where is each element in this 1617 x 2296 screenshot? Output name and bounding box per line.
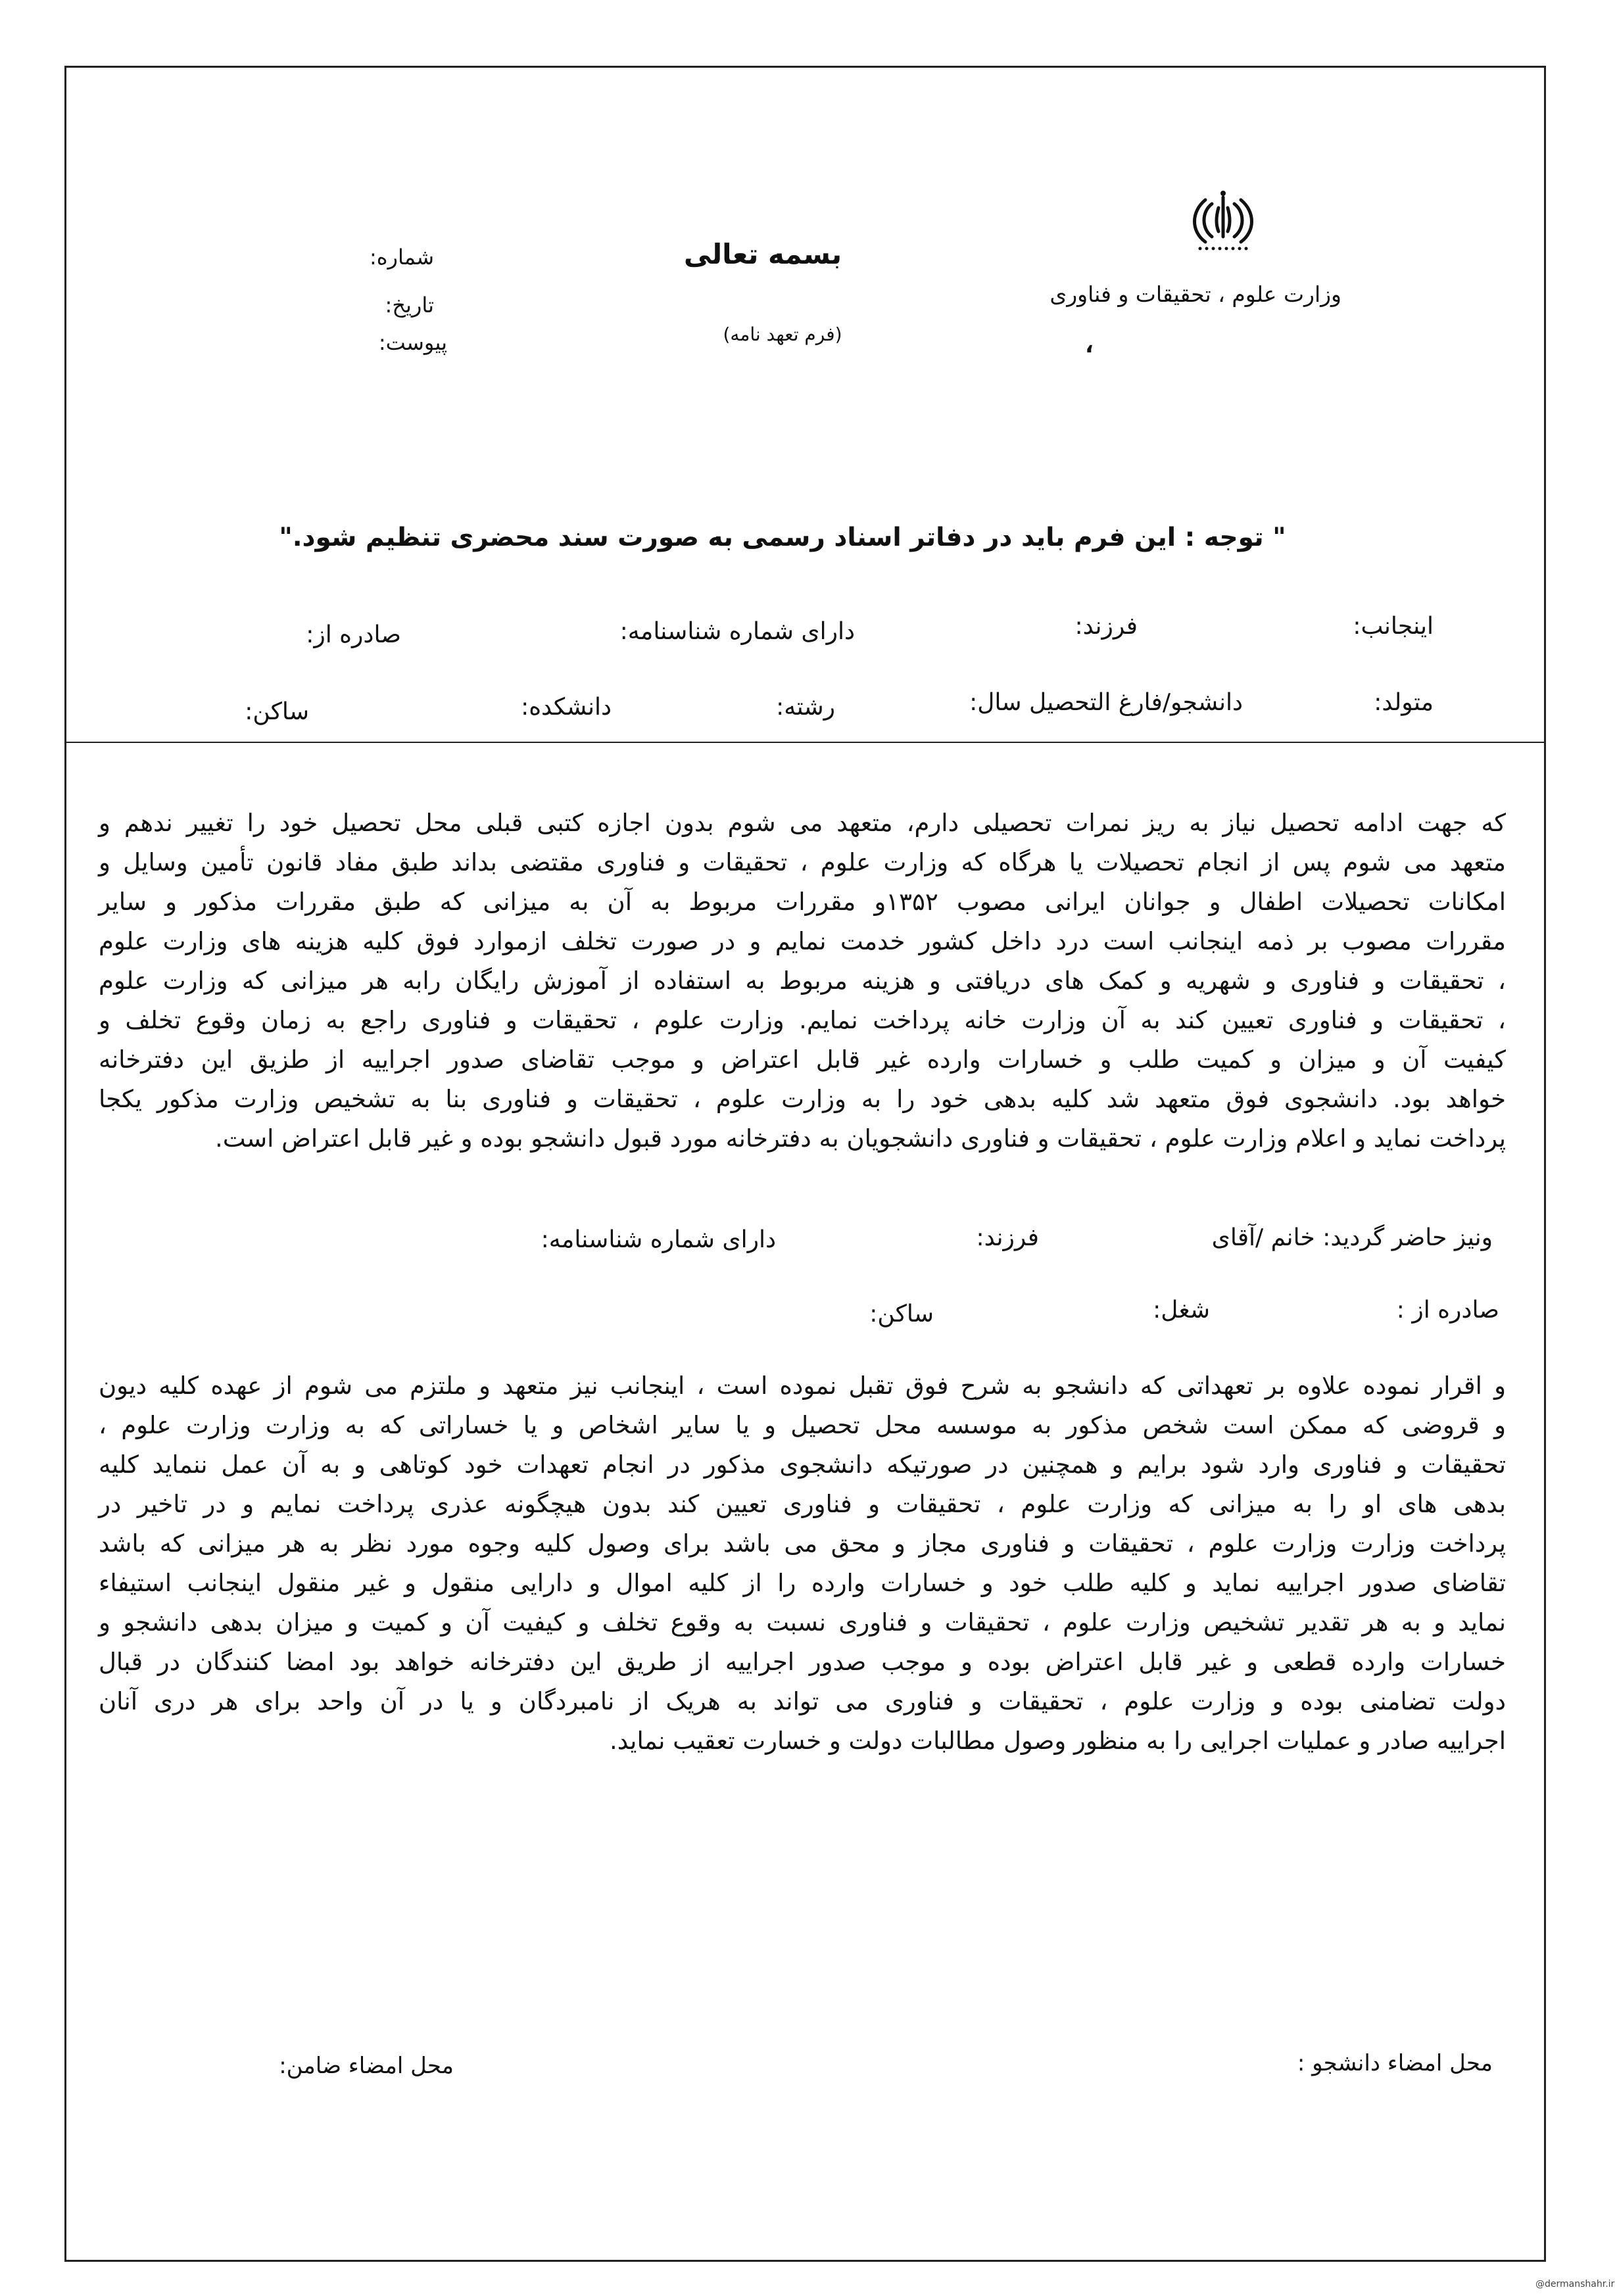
guarantor-present-label: ونیز حاضر گردید: خانم /آقای — [1211, 1224, 1493, 1251]
undersigned-label: اینجانب: — [1353, 613, 1434, 640]
attachment-label: پیوست: — [378, 330, 447, 355]
paragraph-line: نماید و به هر تقدیر تشخیص وزارت علوم ، تحقیقات و فناوری نسبت به وقوع تخلف و کیفیت آن و کمیت و میزان بدهی دانشجو و — [99, 1608, 1506, 1637]
major-label: رشته: — [776, 694, 835, 721]
paragraph-line: کیفیت آن و میزان و کمیت طلب و خسارات وارده غیر قابل اعتراض و موجب تقاضای صدور اجراییه از طزیق این دفترخانه — [99, 1045, 1506, 1074]
paragraph-line: که جهت ادامه تحصیل نیاز به ریز نمرات تحصیلی دارم، متعهد می شوم بدون اجازه کتبی قبلی محل تحصیل خود را تغییر ندهم و — [99, 809, 1506, 837]
student-signature-label: محل امضاء دانشجو : — [1297, 2050, 1493, 2076]
watermark-text: @dermanshahr.ir — [1535, 2279, 1615, 2289]
paragraph-line: تقاضای صدور اجراییه نماید و کلیه طلب خود و خسارات وارده را از کلیه اموال و دارایی منقول و غیر منقول اینجانب استیفاء — [99, 1569, 1506, 1597]
paragraph-line: متعهد می شوم پس از انجام تحصیلات یا هرگاه که وزارت علوم ، تحقیقات و فناوری مقتضی بداند طبق مفاد قانون تأمین وسایل و — [99, 848, 1506, 876]
section-divider — [64, 742, 1546, 743]
born-label: متولد: — [1374, 689, 1434, 716]
iran-emblem-icon — [1187, 185, 1259, 258]
paragraph-line: اجراییه صادر و عملیات اجرایی را به منظور وصول مطالبات دولت و خسارت تعقیب نماید. — [609, 1727, 1506, 1755]
paragraph-line: پرداخت وزارت وزارت علوم ، تحقیقات و فناوری مجاز و محق می باشد برای وصول کلیه وجوه مورد نظر به هر میزانی که باشد — [99, 1529, 1506, 1558]
notary-notice: " توجه : این فرم باید در دفاتر اسناد رسمی به صورت سند محضری تنظیم شود." — [279, 523, 1286, 552]
guarantor-job-label: شغل: — [1153, 1297, 1210, 1324]
commitment-paragraph — [99, 803, 1506, 1159]
guarantor-child-of-label: فرزند: — [976, 1224, 1039, 1251]
issued-from-label: صادره از: — [306, 621, 401, 648]
paragraph-line: بدهی های او را به میزانی که وزارت علوم ، تحقیقات و فناوری تعیین کند بدون هیچگونه عذری پرداخت نمایم و در تاخیر در — [99, 1490, 1506, 1518]
paragraph-line: دولت تضامنی بوده و وزارت علوم ، تحقیقات و فناوری می تواند به هریک از نامبردگان و یا در آن واحد برای هر دری آنان — [99, 1687, 1506, 1715]
faculty-label: دانشکده: — [521, 694, 612, 721]
page-border — [64, 66, 1546, 2262]
paragraph-line: تحقیقات و فناوری وارد شود برایم و همچنین در صورتیکه دانشجوی مذکور در انجام تعهدات خود کوتاهی و به آن عمل ننماید کلیه — [99, 1450, 1506, 1479]
paragraph-line: مقررات مصوب بر ذمه اینجانب است درد داخل کشور خدمت نمایم و در صورت تخلف ازموارد فوق کلیه هزینه های وزارت علوم — [99, 927, 1506, 955]
ministry-name: وزارت علوم ، تحقیقات و فناوری — [1050, 281, 1341, 307]
date-label: تاریخ: — [385, 293, 434, 318]
paragraph-line: خواهد بود. دانشجوی فوق متعهد شد کلیه بدهی خود را به وزارت علوم ، تحقیقات و فناوری بنا به تشخیص وزارت مذکور یکجا — [99, 1085, 1506, 1113]
paragraph-line: ، تحقیقات و فناوری تعیین کند به آن وزارت خانه پرداخت نمایم. وزارت علوم ، تحقیقات و فناوری راجع به زمان وقوع تخلف و — [99, 1006, 1506, 1034]
form-name: (فرم تعهد نامه) — [723, 323, 842, 345]
basmala-heading: بسمه تعالی — [683, 238, 842, 270]
id-number-label: دارای شماره شناسنامه: — [619, 618, 855, 645]
guarantor-id-number-label: دارای شماره شناسنامه: — [541, 1226, 776, 1253]
guarantor-resident-label: ساکن: — [869, 1301, 934, 1327]
student-grad-year-label: دانشجو/فارغ التحصیل سال: — [969, 689, 1243, 716]
guarantor-paragraph — [99, 1366, 1506, 1761]
paragraph-line: پرداخت نماید و اعلام وزارت علوم ، تحقیقات و فناوری دانشجویان به دفترخانه مورد قبول دانشجو بوده و غیر قابل اعتراض است. — [215, 1124, 1506, 1153]
guarantor-signature-label: محل امضاء ضامن: — [279, 2053, 454, 2079]
paragraph-line: و اقرار نموده علاوه بر تعهداتی که دانشجو به شرح فوق تقبل نموده است ، اینجانب نیز متعهد و ملتزم می شوم از عهده کلیه دیون — [99, 1372, 1506, 1400]
number-label: شماره: — [369, 245, 434, 270]
comma-mark: ، — [1085, 332, 1094, 358]
paragraph-line: ، تحقیقات و فناوری و شهریه و کمک های دریافتی و هزینه مربوط به استفاده از آموزش رایگان رابه هر میزانی که وزارت علوم — [99, 967, 1506, 995]
paragraph-line: امکانات تحصیلات اطفال و جوانان ایرانی مصوب ۱۳۵۲و مقررات مربوط به آن به میزانی که طبق مقررات مذکور و سایر — [99, 888, 1506, 916]
resident-label: ساکن: — [245, 698, 309, 725]
child-of-label: فرزند: — [1074, 613, 1138, 640]
guarantor-issued-from-label: صادره از : — [1396, 1297, 1499, 1324]
paragraph-line: و قروضی که ممکن است شخص مذکور به موسسه محل تحصیل و یا سایر اشخاص و یا خساراتی که به وزارت وزارت علوم ، — [99, 1411, 1506, 1439]
paragraph-line: خسارات وارده قطعی و غیر قابل اعتراض بوده و موجب صدور اجراییه از طریق این دفترخانه خواهد بود امضا کنندگان در قبال — [99, 1648, 1506, 1676]
